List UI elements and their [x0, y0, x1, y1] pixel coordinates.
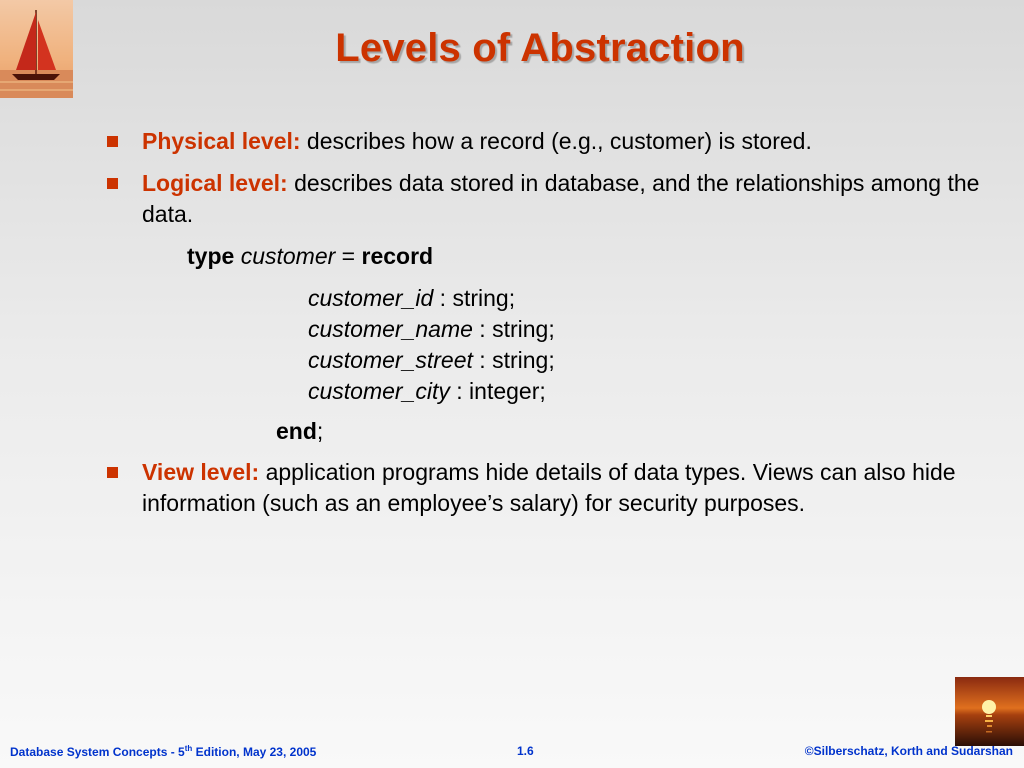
record-fields — [308, 283, 555, 407]
field-name: customer_city — [308, 378, 450, 404]
view-level-term: View level: — [142, 459, 260, 485]
equals-sign: = — [335, 243, 362, 269]
field-line — [308, 345, 555, 376]
field-type: : string; — [472, 347, 555, 373]
footer-copyright: ©Silberschatz, Korth and Sudarshan — [804, 744, 1013, 758]
square-bullet-icon — [107, 467, 118, 478]
footer-edition-sup: th — [184, 744, 193, 753]
footer-edition — [10, 744, 316, 764]
field-type: : integer; — [449, 378, 546, 404]
list-item-view-level — [105, 457, 1022, 519]
square-bullet-icon — [107, 136, 118, 147]
type-declaration — [187, 241, 433, 272]
view-level-text: application programs hide details of data types. Views can also hide information (such as an employee’s salary) for security purposes. — [142, 459, 956, 516]
logical-level-term: Logical level: — [142, 170, 288, 196]
square-bullet-icon — [107, 178, 118, 189]
field-name: customer_id — [308, 285, 434, 311]
sunset-image — [955, 677, 1024, 746]
field-name: customer_name — [308, 316, 473, 342]
footer-edition-suffix: Edition, May 23, 2005 — [192, 745, 317, 759]
end-punctuation: ; — [316, 418, 324, 444]
logical-level-text: describes data stored in database, and the relationships among the data. — [142, 170, 980, 227]
field-line — [308, 314, 555, 345]
record-keyword: record — [361, 243, 434, 269]
field-type: : string; — [433, 285, 516, 311]
physical-level-text: describes how a record (e.g., customer) is stored. — [300, 128, 812, 154]
end-keyword: end — [276, 418, 317, 444]
type-keyword: type — [187, 243, 235, 269]
list-item-logical-level — [105, 168, 1022, 230]
list-item-physical-level — [105, 126, 1022, 157]
field-line — [308, 376, 555, 407]
page-title: Levels of Abstraction — [335, 26, 745, 70]
field-name: customer_street — [308, 347, 473, 373]
type-name: customer — [240, 243, 336, 269]
field-line — [308, 283, 555, 314]
field-type: : string; — [472, 316, 555, 342]
page-number: 1.6 — [517, 744, 534, 758]
physical-level-term: Physical level: — [142, 128, 301, 154]
end-declaration — [276, 416, 323, 447]
footer-edition-prefix: Database System Concepts - 5 — [10, 745, 185, 759]
